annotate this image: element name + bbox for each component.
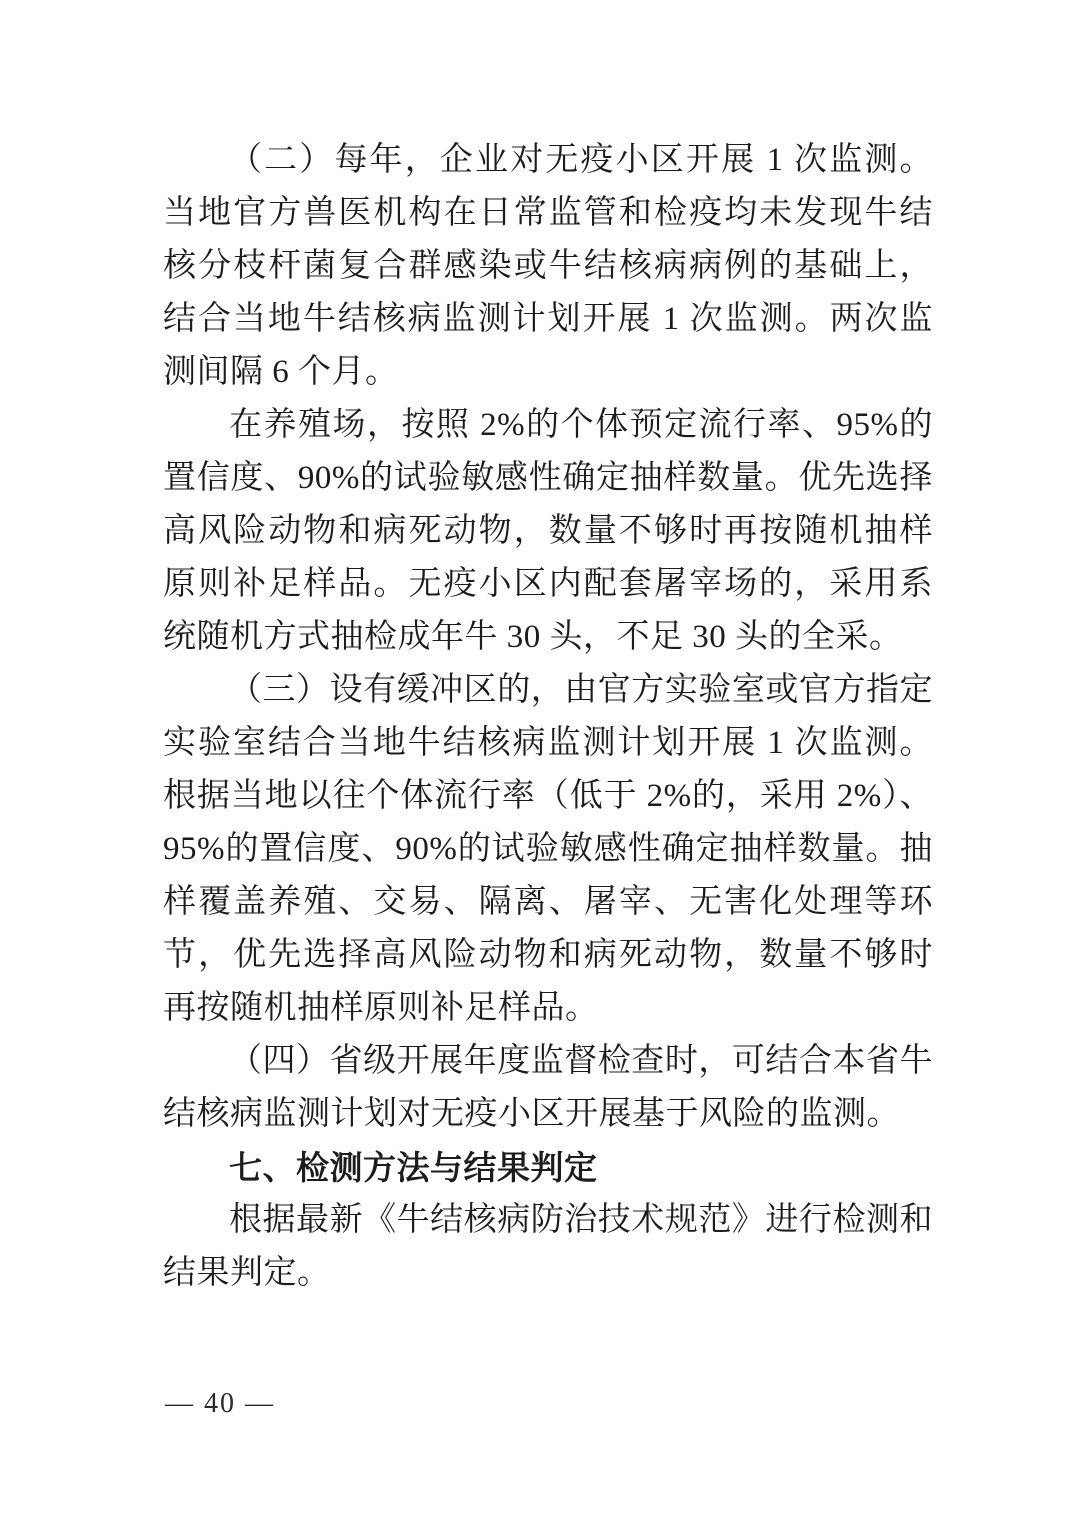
page-body-text [163,134,933,1300]
paragraph-farm-sampling: 在养殖场，按照 2%的个体预定流行率、95%的置信度、90%的试验敏感性确定抽样数量。优先选择高风险动物和病死动物，数量不够时再按随机抽样原则补足样品。无疫小区内配套屠宰场的，采用系统随机方式抽检成年牛 30 头，不足 30 头的全采。 [163,407,933,655]
paragraph-testing-standard: 根据最新《牛结核病防治技术规范》进行检测和结果判定。 [163,1202,933,1291]
section-heading-7-testing-methods: 七、检测方法与结果判定 [229,1149,598,1186]
paragraph-section-2-monitoring: （二）每年，企业对无疫小区开展 1 次监测。当地官方兽医机构在日常监管和检疫均未发现牛结核分枝杆菌复合群感染或牛结核病病例的基础上，结合当地牛结核病监测计划开展 1 次监测。两次监测间隔 6 个月。 [163,142,933,390]
page-number: — 40 — [165,1388,275,1419]
paragraph-section-3-buffer-zone: （三）设有缓冲区的，由官方实验室或官方指定实验室结合当地牛结核病监测计划开展 1 次监测。根据当地以往个体流行率（低于 2%的，采用 2%）、95%的置信度、90%的试验敏感性确定抽样数量。抽样覆盖养殖、交易、隔离、屠宰、无害化处理等环节，优先选择高风险动物和病死动物，数量不够时再按随机抽样原则补足样品。 [163,672,933,1026]
paragraph-section-4-provincial-check: （四）省级开展年度监督检查时，可结合本省牛结核病监测计划对无疫小区开展基于风险的监测。 [163,1043,933,1132]
